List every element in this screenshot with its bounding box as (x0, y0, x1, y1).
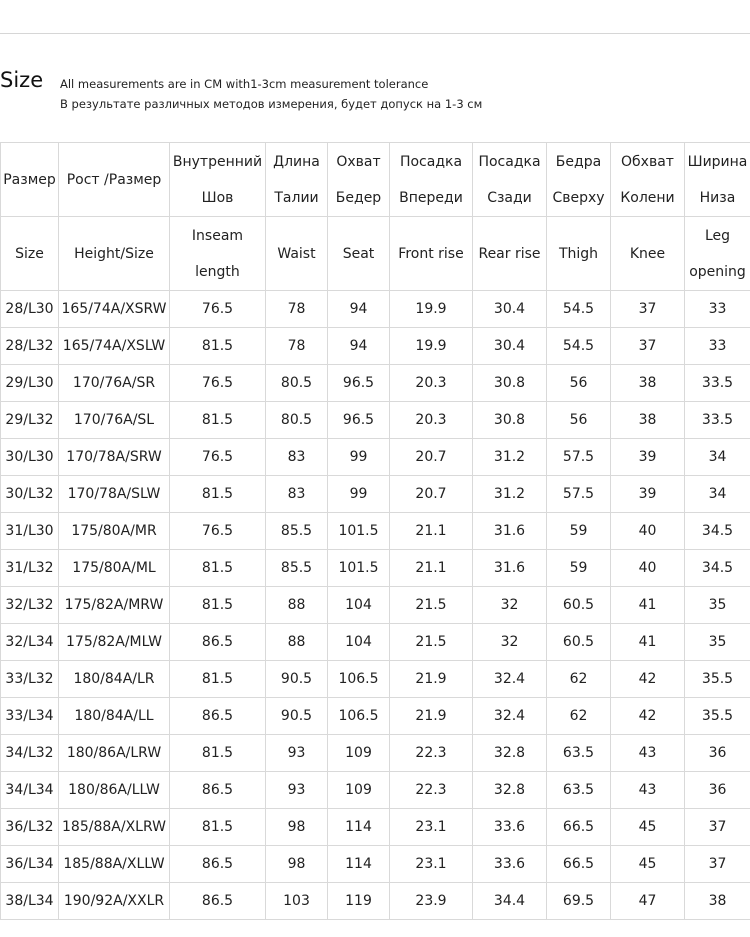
cell-thigh: 60.5 (547, 587, 611, 624)
cell-knee: 45 (611, 809, 685, 846)
cell-height-size: 175/82A/MLW (59, 624, 170, 661)
table-row (1, 476, 750, 513)
cell-inseam: 76.5 (170, 365, 266, 402)
cell-size: 30/L30 (1, 439, 59, 476)
cell-leg-opening: 34 (685, 476, 750, 513)
header-ru-label: Ширина Низа (687, 153, 748, 206)
cell-size: 32/L32 (1, 587, 59, 624)
cell-rear-rise: 31.2 (473, 476, 547, 513)
cell-waist: 103 (266, 883, 328, 920)
cell-knee: 37 (611, 291, 685, 328)
cell-waist: 78 (266, 291, 328, 328)
header-ru-label: Посадка Впереди (399, 153, 463, 206)
cell-knee: 40 (611, 513, 685, 550)
table-row (1, 809, 750, 846)
cell-rear-rise: 33.6 (473, 809, 547, 846)
cell-seat: 104 (328, 624, 390, 661)
table-row (1, 846, 750, 883)
cell-size: 30/L32 (1, 476, 59, 513)
table-row (1, 513, 750, 550)
cell-front-rise: 21.5 (390, 624, 473, 661)
header-en-label: Size (15, 245, 44, 262)
header-ru-label: Рост /Размер (66, 171, 162, 188)
cell-thigh: 63.5 (547, 735, 611, 772)
header-en-label: Height/Size (74, 245, 154, 262)
cell-knee: 42 (611, 661, 685, 698)
cell-waist: 88 (266, 624, 328, 661)
cell-inseam: 86.5 (170, 772, 266, 809)
cell-size: 29/L30 (1, 365, 59, 402)
cell-leg-opening: 33.5 (685, 402, 750, 439)
cell-inseam: 86.5 (170, 624, 266, 661)
top-divider (0, 33, 750, 34)
cell-waist: 98 (266, 809, 328, 846)
cell-waist: 83 (266, 476, 328, 513)
table-row (1, 328, 750, 365)
cell-thigh: 62 (547, 698, 611, 735)
header-en-label: Leg opening (689, 227, 746, 280)
cell-front-rise: 23.1 (390, 809, 473, 846)
header-ru-label: Охват Бедер (335, 153, 382, 206)
cell-rear-rise: 30.4 (473, 291, 547, 328)
cell-rear-rise: 34.4 (473, 883, 547, 920)
header-en-label: Rear rise (478, 245, 541, 262)
cell-inseam: 76.5 (170, 291, 266, 328)
cell-thigh: 69.5 (547, 883, 611, 920)
page-title: Size (0, 68, 44, 92)
cell-thigh: 62 (547, 661, 611, 698)
header-en-size (1, 217, 59, 291)
cell-thigh: 57.5 (547, 476, 611, 513)
table-row (1, 439, 750, 476)
cell-height-size: 165/74A/XSLW (59, 328, 170, 365)
table-row (1, 402, 750, 439)
cell-front-rise: 23.9 (390, 883, 473, 920)
cell-knee: 47 (611, 883, 685, 920)
cell-rear-rise: 31.6 (473, 513, 547, 550)
cell-seat: 119 (328, 883, 390, 920)
header-en-seat (328, 217, 390, 291)
cell-rear-rise: 30.4 (473, 328, 547, 365)
header-ru-height-size (59, 143, 170, 217)
cell-thigh: 59 (547, 513, 611, 550)
cell-front-rise: 20.7 (390, 476, 473, 513)
header-ru-leg-opening (685, 143, 750, 217)
cell-seat: 106.5 (328, 698, 390, 735)
cell-thigh: 54.5 (547, 328, 611, 365)
cell-inseam: 86.5 (170, 698, 266, 735)
cell-rear-rise: 31.6 (473, 550, 547, 587)
cell-thigh: 60.5 (547, 624, 611, 661)
cell-seat: 101.5 (328, 550, 390, 587)
cell-inseam: 86.5 (170, 846, 266, 883)
cell-inseam: 86.5 (170, 883, 266, 920)
cell-front-rise: 21.9 (390, 698, 473, 735)
cell-leg-opening: 34.5 (685, 550, 750, 587)
cell-seat: 96.5 (328, 402, 390, 439)
header-en-leg-opening (685, 217, 750, 291)
cell-height-size: 185/88A/XLRW (59, 809, 170, 846)
header-en-inseam (170, 217, 266, 291)
cell-front-rise: 23.1 (390, 846, 473, 883)
header-ru-rear-rise (473, 143, 547, 217)
cell-seat: 94 (328, 328, 390, 365)
cell-rear-rise: 31.2 (473, 439, 547, 476)
cell-thigh: 66.5 (547, 809, 611, 846)
cell-height-size: 180/84A/LL (59, 698, 170, 735)
header-en-waist (266, 217, 328, 291)
header-ru-label: Посадка Сзади (478, 153, 541, 206)
cell-rear-rise: 32.4 (473, 698, 547, 735)
cell-size: 36/L32 (1, 809, 59, 846)
cell-leg-opening: 36 (685, 735, 750, 772)
cell-leg-opening: 33 (685, 291, 750, 328)
cell-inseam: 76.5 (170, 439, 266, 476)
header-en-thigh (547, 217, 611, 291)
header-row-english (1, 217, 750, 291)
cell-waist: 90.5 (266, 661, 328, 698)
cell-seat: 109 (328, 772, 390, 809)
header-ru-label: Бедра Сверху (552, 153, 605, 206)
cell-size: 34/L32 (1, 735, 59, 772)
cell-height-size: 170/76A/SR (59, 365, 170, 402)
cell-seat: 96.5 (328, 365, 390, 402)
header-ru-label: Длина Талии (273, 153, 320, 206)
cell-front-rise: 20.7 (390, 439, 473, 476)
cell-knee: 38 (611, 365, 685, 402)
cell-leg-opening: 35.5 (685, 661, 750, 698)
cell-rear-rise: 32 (473, 624, 547, 661)
cell-knee: 45 (611, 846, 685, 883)
header-ru-knee (611, 143, 685, 217)
cell-knee: 41 (611, 587, 685, 624)
cell-leg-opening: 37 (685, 809, 750, 846)
header-ru-inseam (170, 143, 266, 217)
cell-waist: 90.5 (266, 698, 328, 735)
cell-thigh: 63.5 (547, 772, 611, 809)
cell-size: 33/L34 (1, 698, 59, 735)
cell-waist: 83 (266, 439, 328, 476)
table-row (1, 661, 750, 698)
header-ru-label: Размер (3, 171, 56, 188)
cell-thigh: 57.5 (547, 439, 611, 476)
cell-rear-rise: 32 (473, 587, 547, 624)
table-row (1, 698, 750, 735)
cell-front-rise: 19.9 (390, 291, 473, 328)
cell-waist: 80.5 (266, 402, 328, 439)
header-en-label: Thigh (558, 245, 599, 262)
cell-inseam: 81.5 (170, 587, 266, 624)
cell-front-rise: 20.3 (390, 365, 473, 402)
cell-size: 33/L32 (1, 661, 59, 698)
cell-size: 34/L34 (1, 772, 59, 809)
table-row (1, 735, 750, 772)
header-en-label: Seat (342, 245, 375, 262)
cell-seat: 104 (328, 587, 390, 624)
table-row (1, 624, 750, 661)
header-en-label: Front rise (398, 245, 464, 262)
header-en-front-rise (390, 217, 473, 291)
cell-size: 38/L34 (1, 883, 59, 920)
cell-height-size: 180/86A/LRW (59, 735, 170, 772)
cell-knee: 39 (611, 476, 685, 513)
cell-height-size: 185/88A/XLLW (59, 846, 170, 883)
cell-size: 32/L34 (1, 624, 59, 661)
cell-size: 29/L32 (1, 402, 59, 439)
cell-inseam: 81.5 (170, 402, 266, 439)
cell-leg-opening: 37 (685, 846, 750, 883)
cell-inseam: 81.5 (170, 550, 266, 587)
cell-height-size: 170/78A/SLW (59, 476, 170, 513)
cell-leg-opening: 34 (685, 439, 750, 476)
cell-leg-opening: 38 (685, 883, 750, 920)
header-ru-front-rise (390, 143, 473, 217)
cell-inseam: 81.5 (170, 735, 266, 772)
cell-waist: 80.5 (266, 365, 328, 402)
cell-rear-rise: 32.4 (473, 661, 547, 698)
cell-front-rise: 19.9 (390, 328, 473, 365)
tolerance-note-en: All measurements are in CM with1-3cm measurement tolerance (60, 77, 429, 91)
table-row (1, 365, 750, 402)
cell-thigh: 59 (547, 550, 611, 587)
table-row (1, 883, 750, 920)
cell-inseam: 81.5 (170, 328, 266, 365)
cell-waist: 93 (266, 735, 328, 772)
cell-leg-opening: 35 (685, 587, 750, 624)
header-en-height-size (59, 217, 170, 291)
cell-size: 36/L34 (1, 846, 59, 883)
header-en-label: Knee (629, 245, 666, 262)
cell-knee: 43 (611, 772, 685, 809)
cell-rear-rise: 30.8 (473, 402, 547, 439)
cell-size: 31/L30 (1, 513, 59, 550)
header-en-knee (611, 217, 685, 291)
cell-seat: 99 (328, 476, 390, 513)
header-ru-size (1, 143, 59, 217)
cell-waist: 88 (266, 587, 328, 624)
cell-size: 28/L32 (1, 328, 59, 365)
header-en-rear-rise (473, 217, 547, 291)
cell-seat: 114 (328, 809, 390, 846)
table-row (1, 587, 750, 624)
cell-front-rise: 20.3 (390, 402, 473, 439)
cell-height-size: 180/84A/LR (59, 661, 170, 698)
cell-seat: 109 (328, 735, 390, 772)
cell-front-rise: 21.5 (390, 587, 473, 624)
header-en-label: Inseam length (191, 227, 244, 280)
cell-knee: 43 (611, 735, 685, 772)
cell-height-size: 180/86A/LLW (59, 772, 170, 809)
cell-rear-rise: 30.8 (473, 365, 547, 402)
header-ru-label: Внутренний Шов (172, 153, 263, 206)
header-row-russian (1, 143, 750, 217)
cell-height-size: 190/92A/XXLR (59, 883, 170, 920)
cell-knee: 39 (611, 439, 685, 476)
cell-knee: 38 (611, 402, 685, 439)
cell-thigh: 56 (547, 402, 611, 439)
cell-leg-opening: 35.5 (685, 698, 750, 735)
table-row (1, 291, 750, 328)
size-chart-table (0, 142, 750, 920)
cell-inseam: 81.5 (170, 661, 266, 698)
cell-knee: 41 (611, 624, 685, 661)
cell-waist: 85.5 (266, 550, 328, 587)
header-en-label: Waist (277, 245, 316, 262)
cell-thigh: 54.5 (547, 291, 611, 328)
cell-thigh: 56 (547, 365, 611, 402)
table-row (1, 550, 750, 587)
cell-height-size: 175/80A/MR (59, 513, 170, 550)
cell-leg-opening: 34.5 (685, 513, 750, 550)
cell-thigh: 66.5 (547, 846, 611, 883)
cell-seat: 114 (328, 846, 390, 883)
cell-rear-rise: 32.8 (473, 772, 547, 809)
cell-front-rise: 22.3 (390, 735, 473, 772)
cell-rear-rise: 33.6 (473, 846, 547, 883)
cell-front-rise: 21.1 (390, 513, 473, 550)
cell-waist: 93 (266, 772, 328, 809)
cell-waist: 78 (266, 328, 328, 365)
cell-seat: 101.5 (328, 513, 390, 550)
header-ru-seat (328, 143, 390, 217)
header-ru-waist (266, 143, 328, 217)
cell-size: 28/L30 (1, 291, 59, 328)
cell-knee: 40 (611, 550, 685, 587)
cell-height-size: 175/82A/MRW (59, 587, 170, 624)
table-row (1, 772, 750, 809)
header-ru-label: Обхват Колени (620, 153, 675, 206)
cell-leg-opening: 35 (685, 624, 750, 661)
cell-seat: 106.5 (328, 661, 390, 698)
tolerance-note-ru: В результате различных методов измерения, будет допуск на 1-3 см (60, 97, 483, 111)
cell-height-size: 175/80A/ML (59, 550, 170, 587)
cell-height-size: 165/74A/XSRW (59, 291, 170, 328)
cell-waist: 85.5 (266, 513, 328, 550)
cell-inseam: 81.5 (170, 809, 266, 846)
cell-front-rise: 21.1 (390, 550, 473, 587)
cell-seat: 94 (328, 291, 390, 328)
header-ru-thigh (547, 143, 611, 217)
cell-size: 31/L32 (1, 550, 59, 587)
cell-knee: 42 (611, 698, 685, 735)
cell-front-rise: 22.3 (390, 772, 473, 809)
cell-height-size: 170/76A/SL (59, 402, 170, 439)
cell-inseam: 76.5 (170, 513, 266, 550)
cell-inseam: 81.5 (170, 476, 266, 513)
cell-leg-opening: 36 (685, 772, 750, 809)
cell-leg-opening: 33 (685, 328, 750, 365)
cell-seat: 99 (328, 439, 390, 476)
cell-rear-rise: 32.8 (473, 735, 547, 772)
cell-front-rise: 21.9 (390, 661, 473, 698)
cell-waist: 98 (266, 846, 328, 883)
cell-leg-opening: 33.5 (685, 365, 750, 402)
cell-height-size: 170/78A/SRW (59, 439, 170, 476)
cell-knee: 37 (611, 328, 685, 365)
